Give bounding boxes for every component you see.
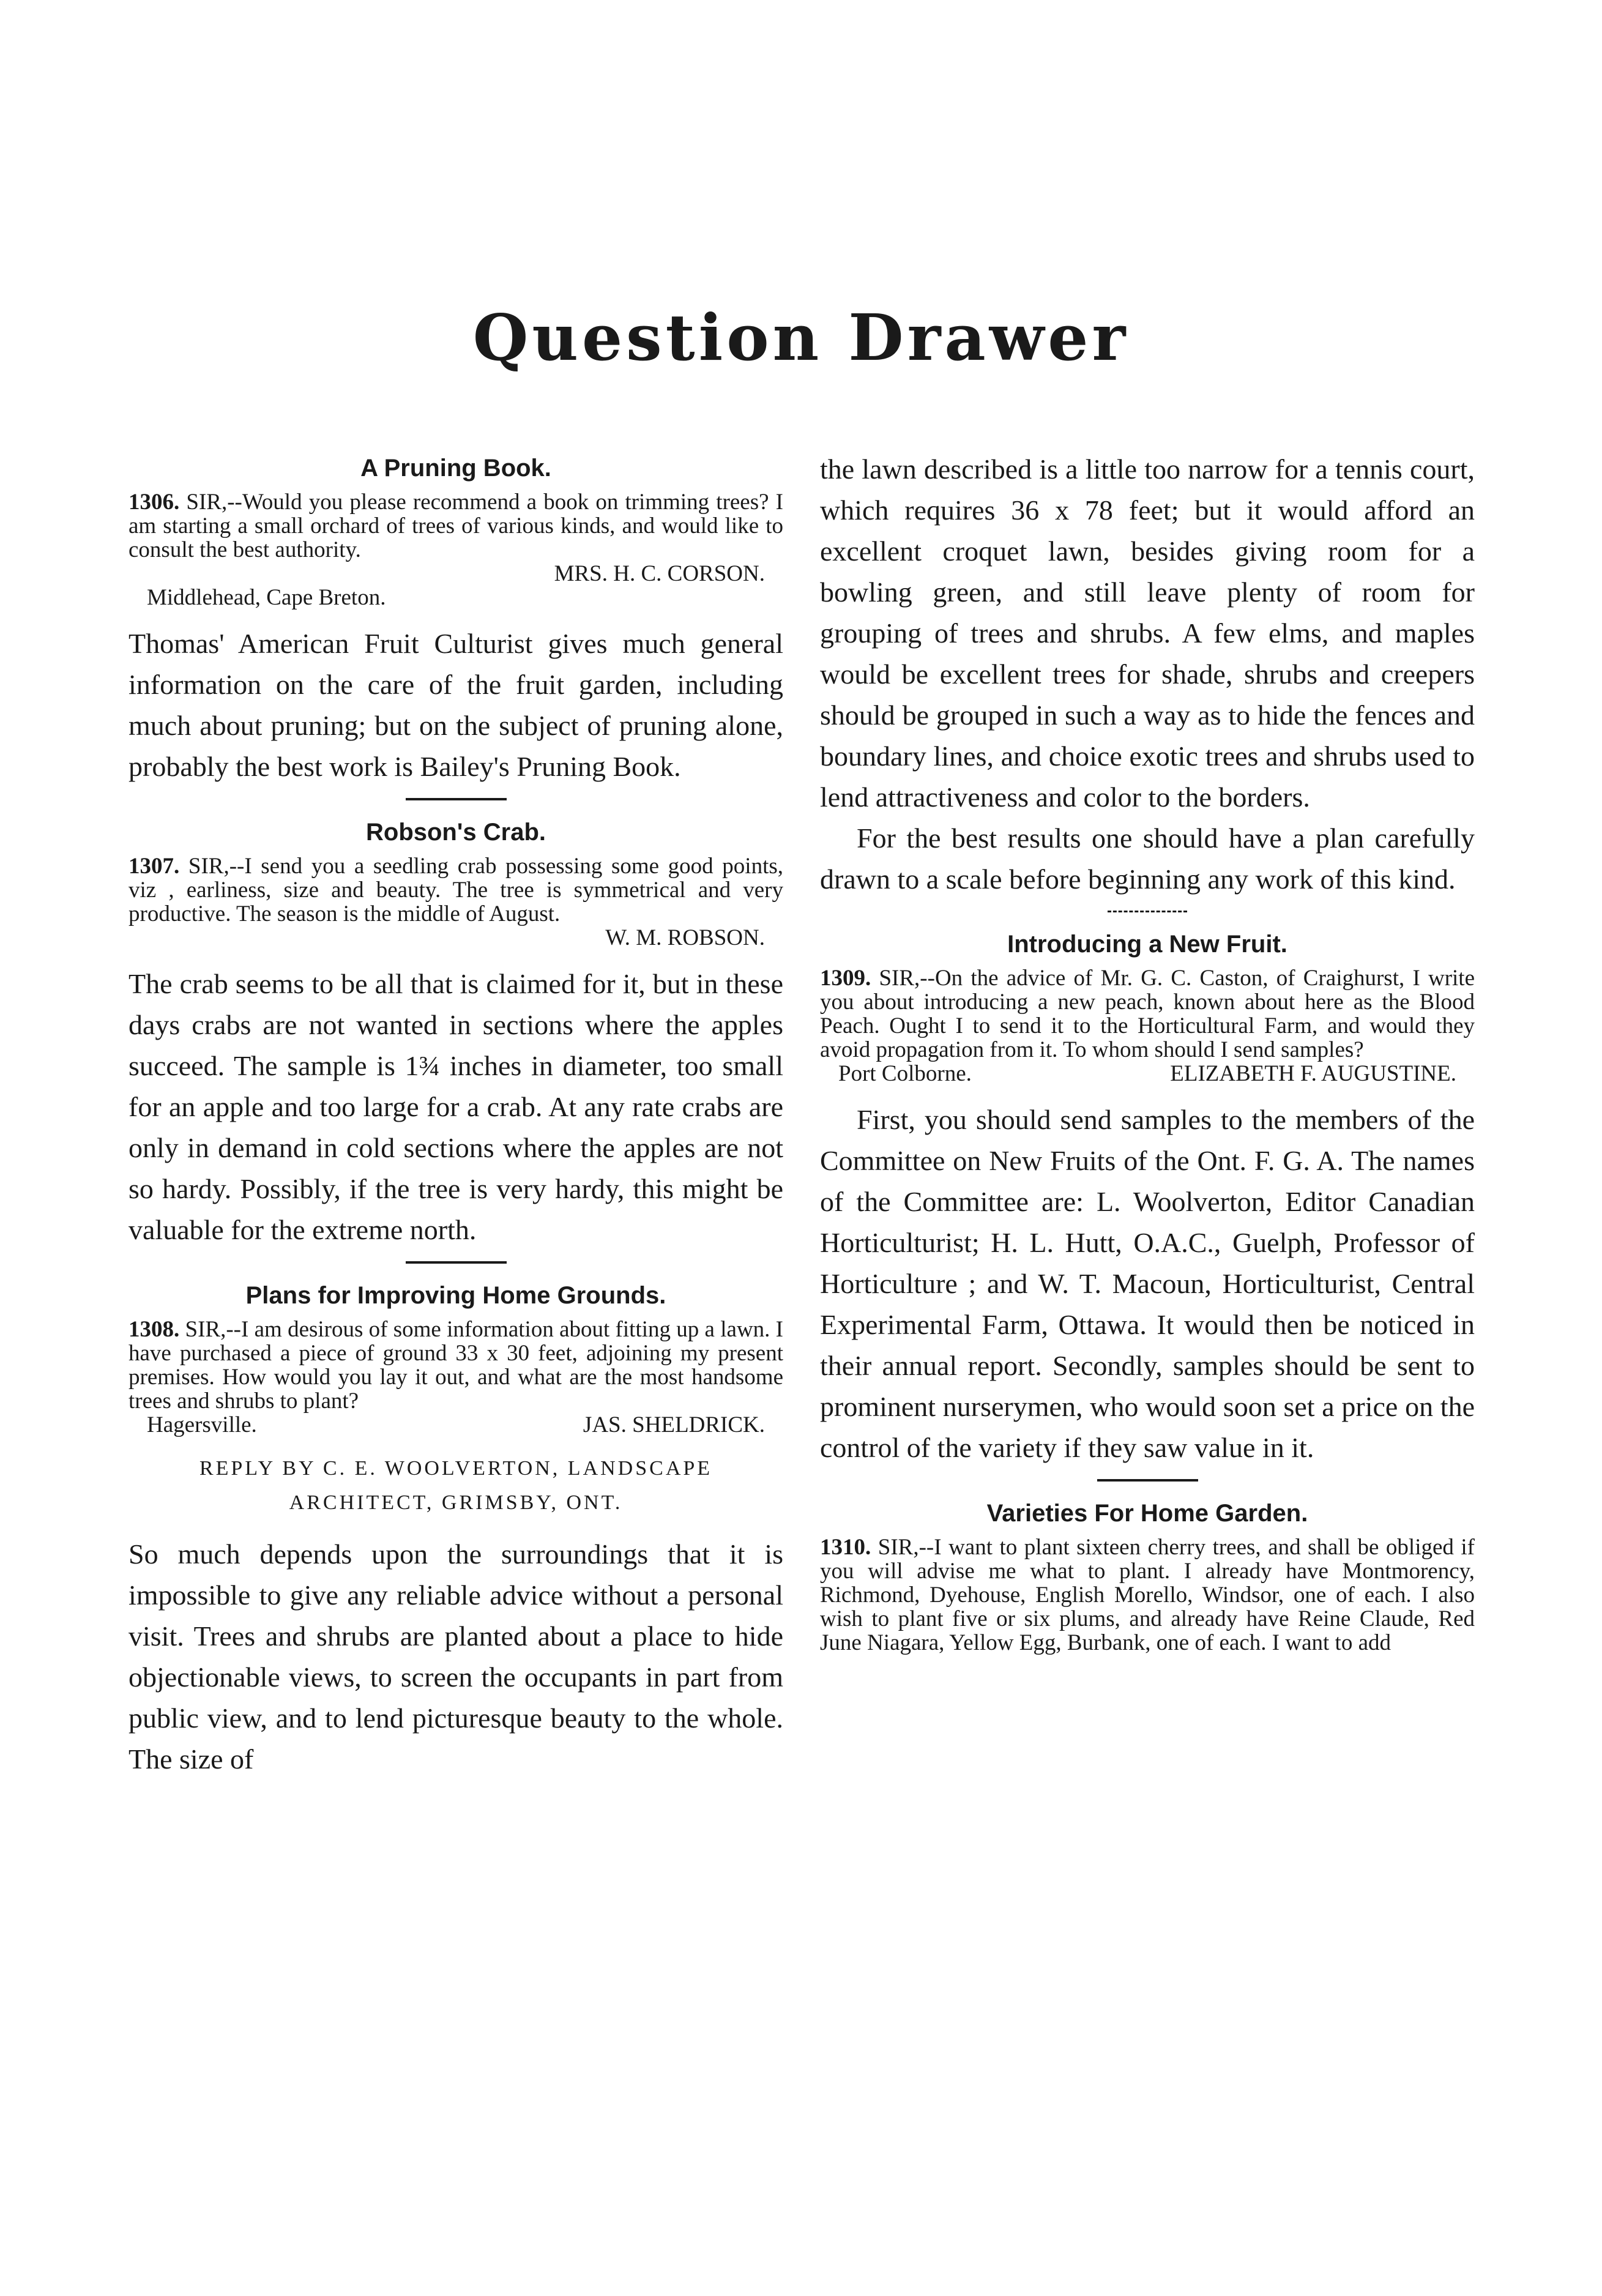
question-heading: Varieties For Home Garden. [986,1500,1308,1527]
question-text: SIR,--On the advice of Mr. G. C. Caston, of Craighurst, I write you about introducing a new peach, known about here as the Blood Peach. Ought I to send it to the Horticultural Farm, and would they avoid propagation from it. To whom should I send samples? [820,966,1475,1062]
question-place: Middlehead, Cape Breton. [147,585,386,610]
question-number: 1308. [129,1317,180,1342]
question-signature: ELIZABETH F. AUGUSTINE. [1170,1061,1456,1086]
question-letter [820,1535,1475,1655]
question-heading: Robson's Crab. [366,819,546,846]
right-column [820,450,1475,1655]
question-number: 1310. [820,1535,871,1560]
question-signature-line [820,1062,1475,1086]
question-number: 1306. [129,490,180,515]
reply-byline: REPLY BY C. E. WOOLVERTON, LANDSCAPE ARCHITECT, GRIMSBY, ONT. [199,1457,713,1514]
answer-text: The crab seems to be all that is claimed for it, but in these days crabs are not wanted in sections where the apples succeed. The sample is 1¾ inches in diameter, too small for an apple and too large for a crab. At any rate crabs are only in demand in cold sections where the apples are not so hardy. Possibly, if the tree is very hardy, this might be valuable for the extreme north. [129,968,783,1245]
question-1309 [820,926,1475,1468]
question-place: Port Colborne. [838,1061,972,1086]
question-signature-line [129,1413,783,1437]
question-signature: MRS. H. C. CORSON. [554,561,765,586]
question-text: SIR,--I want to plant sixteen cherry trees, and shall be obliged if you will advise me what to plant. I already have Montmorency, Richmond, Dyehouse, English Morello, Windsor, one of each. I also wish to plant five or six plums, and already have Reine Claude, Red June Niagara, Yellow Egg, Burbank, one of each. I want to add [820,1535,1475,1655]
question-number: 1307. [129,854,180,879]
question-text: SIR,--I send you a seedling crab possessing some good points, viz , earliness, size and beauty. The tree is symmetrical and very productive. The season is the middle of August. [129,854,783,926]
section-divider [1108,911,1187,912]
answer-text: First, you should send samples to the members of the Committee on New Fruits of the Ont. F. G. A. The names of the Committee are: L. Woolverton, Editor Canadian Horticulturist; H. L. Hutt, O.A.C., Guelph, Professor of Horticulture ; and W. T. Macoun, Horticulturist, Central Experimental Farm, Ottawa. It would then be noticed in their annual report. Secondly, samples should be sent to prominent nurserymen, who would soon set a price on the control of the variety if they saw value in it. [820,1104,1475,1463]
page-title: Question Drawer [472,300,1130,375]
question-number: 1309. [820,966,871,991]
question-signature: W. M. ROBSON. [605,925,765,950]
question-place: Hagersville. [147,1412,257,1437]
question-letter [129,854,783,926]
answer-text-paragraph: For the best results one should have a plan carefully drawn to a scale before beginning any work of this kind. [820,822,1475,895]
question-heading: Plans for Improving Home Grounds. [245,1282,666,1309]
question-1308-continued [820,449,1475,900]
answer-text: Thomas' American Fruit Culturist gives much general information on the care of the fruit garden, including much about pruning; but on the subject of pruning alone, probably the best work is Bailey's Pruning Book. [129,628,783,782]
answer-text: So much depends upon the surroundings that it is impossible to give any reliable advice without a personal visit. Trees and shrubs are planted about a place to hide objectionable views, to screen the occupants in part from public view, and to lend picturesque beauty to the whole. The size of [129,1538,783,1775]
question-text: SIR,--I am desirous of some information about fitting up a lawn. I have purchased a piece of ground 33 x 30 feet, adjoining my present premises. How would you lay it out, and what are the most handsome trees and shrubs to plant? [129,1317,784,1414]
question-signature: JAS. SHELDRICK. [583,1412,765,1437]
question-1310 [820,1495,1475,1655]
question-heading: Introducing a New Fruit. [1007,931,1287,958]
left-column [129,450,783,1780]
question-1307 [129,814,783,1250]
question-1306 [129,450,783,787]
question-heading: A Pruning Book. [360,455,551,482]
section-divider [406,798,507,800]
section-divider [1097,1479,1198,1482]
answer-text-continued: the lawn described is a little too narrow for a tennis court, which requires 36 x 78 feet; but it would afford an excellent croquet lawn, besides giving room for a bowling green, and still leave plenty of room for grouping of trees and shrubs. A few elms, and maples would be excellent trees for shade, shrubs and creepers should be grouped in such a way as to hide the fences and boundary lines, and choice exotic trees and shrubs used to lend attractiveness and color to the borders. [820,453,1475,813]
question-text: SIR,--Would you please recommend a book on trimming trees? I am starting a small orchard of trees of various kinds, and would like to consult the best authority. [129,490,783,562]
question-1308 [129,1277,783,1780]
question-letter [129,1318,783,1413]
section-divider [406,1261,507,1264]
question-letter [820,966,1475,1062]
question-letter [129,490,783,562]
